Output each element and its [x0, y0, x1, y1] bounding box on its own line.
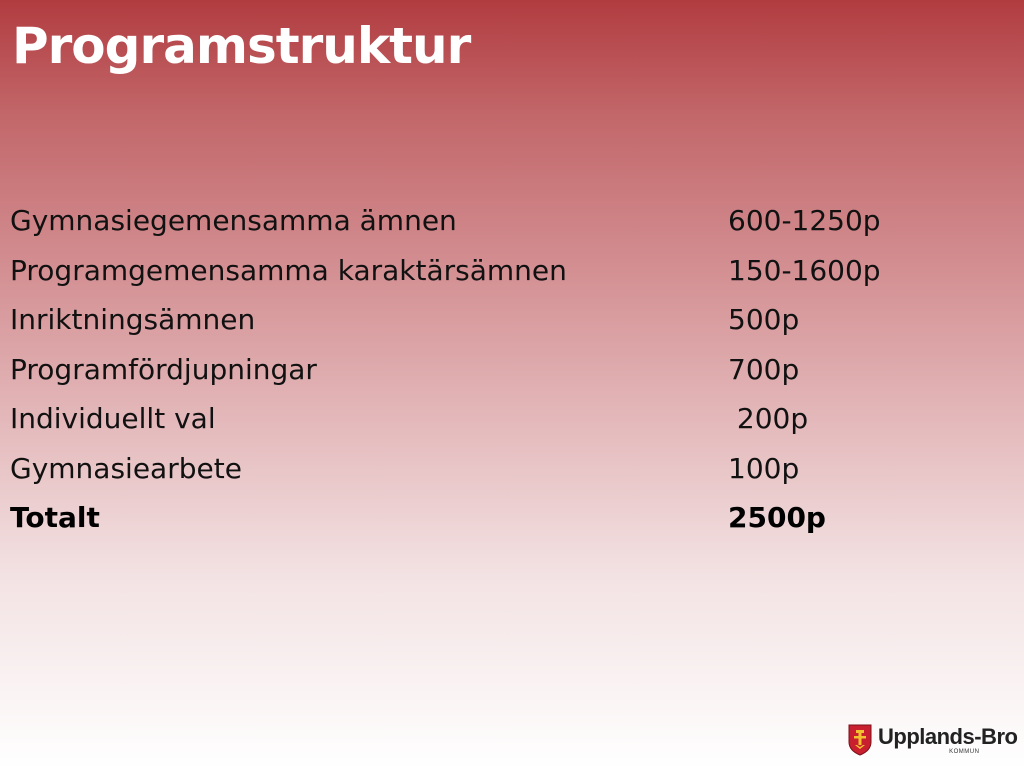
item-label: Inriktningsämnen: [10, 303, 256, 336]
item-points: 600-1250p: [728, 204, 881, 237]
item-label: Gymnasiearbete: [10, 451, 242, 485]
slide-title: Programstruktur: [12, 17, 471, 75]
list-item: [10, 444, 910, 494]
list-item: [10, 196, 910, 246]
item-points: 200p: [728, 402, 809, 435]
coat-of-arms-icon: [848, 724, 872, 756]
item-points: 500p: [728, 303, 800, 336]
item-label: Gymnasiegemensamma ämnen: [10, 204, 457, 237]
item-points: 100p: [728, 451, 800, 485]
total-row: [10, 493, 910, 543]
item-label: Programgemensamma karaktärsämnen: [10, 253, 567, 287]
logo-name: Upplands-Bro: [878, 723, 1018, 749]
list-item: [10, 246, 910, 296]
item-points: 700p: [728, 352, 800, 386]
list-item: [10, 394, 910, 444]
total-label: Totalt: [10, 501, 100, 534]
program-structure-list: [10, 196, 910, 543]
item-label: Individuellt val: [10, 402, 216, 435]
item-label: Programfördjupningar: [10, 352, 317, 386]
total-points: 2500p: [728, 501, 826, 534]
list-item: [10, 345, 910, 395]
logo-text: [878, 723, 1018, 755]
item-points: 150-1600p: [728, 253, 881, 287]
logo-subtitle: KOMMUN: [949, 748, 980, 755]
list-item: [10, 295, 910, 345]
municipality-logo: [848, 722, 1017, 758]
